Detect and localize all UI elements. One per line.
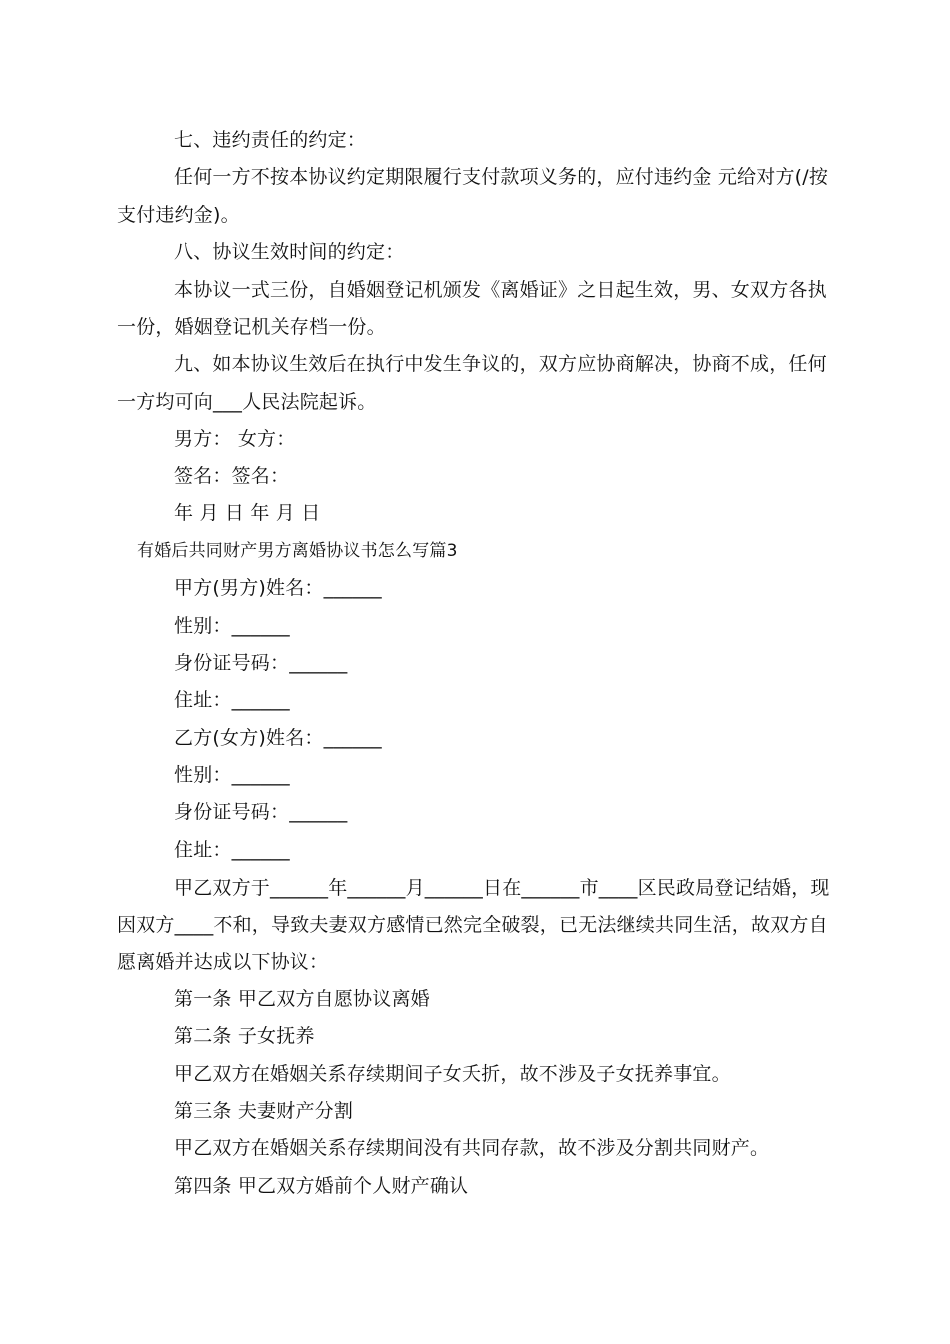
clause-8-heading: 八、协议生效时间的约定：: [174, 241, 405, 263]
clause-7-text-line-2: 支付违约金)。: [117, 204, 240, 226]
article-3-text: 甲乙双方在婚姻关系存续期间没有共同存款，故不涉及分割共同财产。: [174, 1137, 770, 1159]
article-2-text: 甲乙双方在婚姻关系存续期间子女夭折，故不涉及子女抚养事宜。: [174, 1063, 731, 1085]
party-a-name-field: 甲方(男方)姓名：______: [174, 577, 382, 599]
clause-8-text-line-1: 本协议一式三份，自婚姻登记机颁发《离婚证》之日起生效，男、女双方各执: [174, 279, 827, 301]
party-b-gender-field: 性别：______: [174, 764, 290, 786]
signature-labels: 签名：签名：: [174, 465, 290, 487]
clause-9-text-line-2: 一方均可向___人民法院起诉。: [117, 391, 377, 413]
article-2-heading: 第二条 子女抚养: [174, 1025, 315, 1047]
party-b-name-field: 乙方(女方)姓名：______: [174, 727, 382, 749]
clause-7-heading: 七、违约责任的约定：: [174, 129, 367, 151]
date-labels: 年 月 日 年 月 日: [174, 502, 321, 524]
party-b-address-field: 住址：______: [174, 839, 290, 861]
party-a-gender-field: 性别：______: [174, 615, 290, 637]
party-a-id-field: 身份证号码：______: [174, 652, 348, 674]
article-1-heading: 第一条 甲乙双方自愿协议离婚: [174, 988, 430, 1010]
clause-8-text-line-2: 一份，婚姻登记机关存档一份。: [117, 316, 386, 338]
party-a-address-field: 住址：______: [174, 689, 290, 711]
clause-9-text-line-1: 九、如本协议生效后在执行中发生争议的，双方应协商解决，协商不成，任何: [174, 353, 827, 375]
article-4-heading: 第四条 甲乙双方婚前个人财产确认: [174, 1175, 469, 1197]
intro-paragraph-line-1: 甲乙双方于______年______月______日在______市____区民政局登记结婚，现: [174, 877, 830, 899]
article-3-heading: 第三条 夫妻财产分割: [174, 1100, 354, 1122]
section-title: 有婚后共同财产男方离婚协议书怎么写篇3: [137, 541, 458, 561]
clause-7-text-line-1: 任何一方不按本协议约定期限履行支付款项义务的，应付违约金 元给对方(/按: [174, 166, 829, 188]
intro-paragraph-line-2: 因双方____不和，导致夫妻双方感情已然完全破裂，已无法继续共同生活，故双方自: [117, 914, 828, 936]
intro-paragraph-line-3: 愿离婚并达成以下协议：: [117, 951, 329, 973]
party-labels: 男方： 女方：: [174, 428, 296, 450]
party-b-id-field: 身份证号码：______: [174, 801, 348, 823]
